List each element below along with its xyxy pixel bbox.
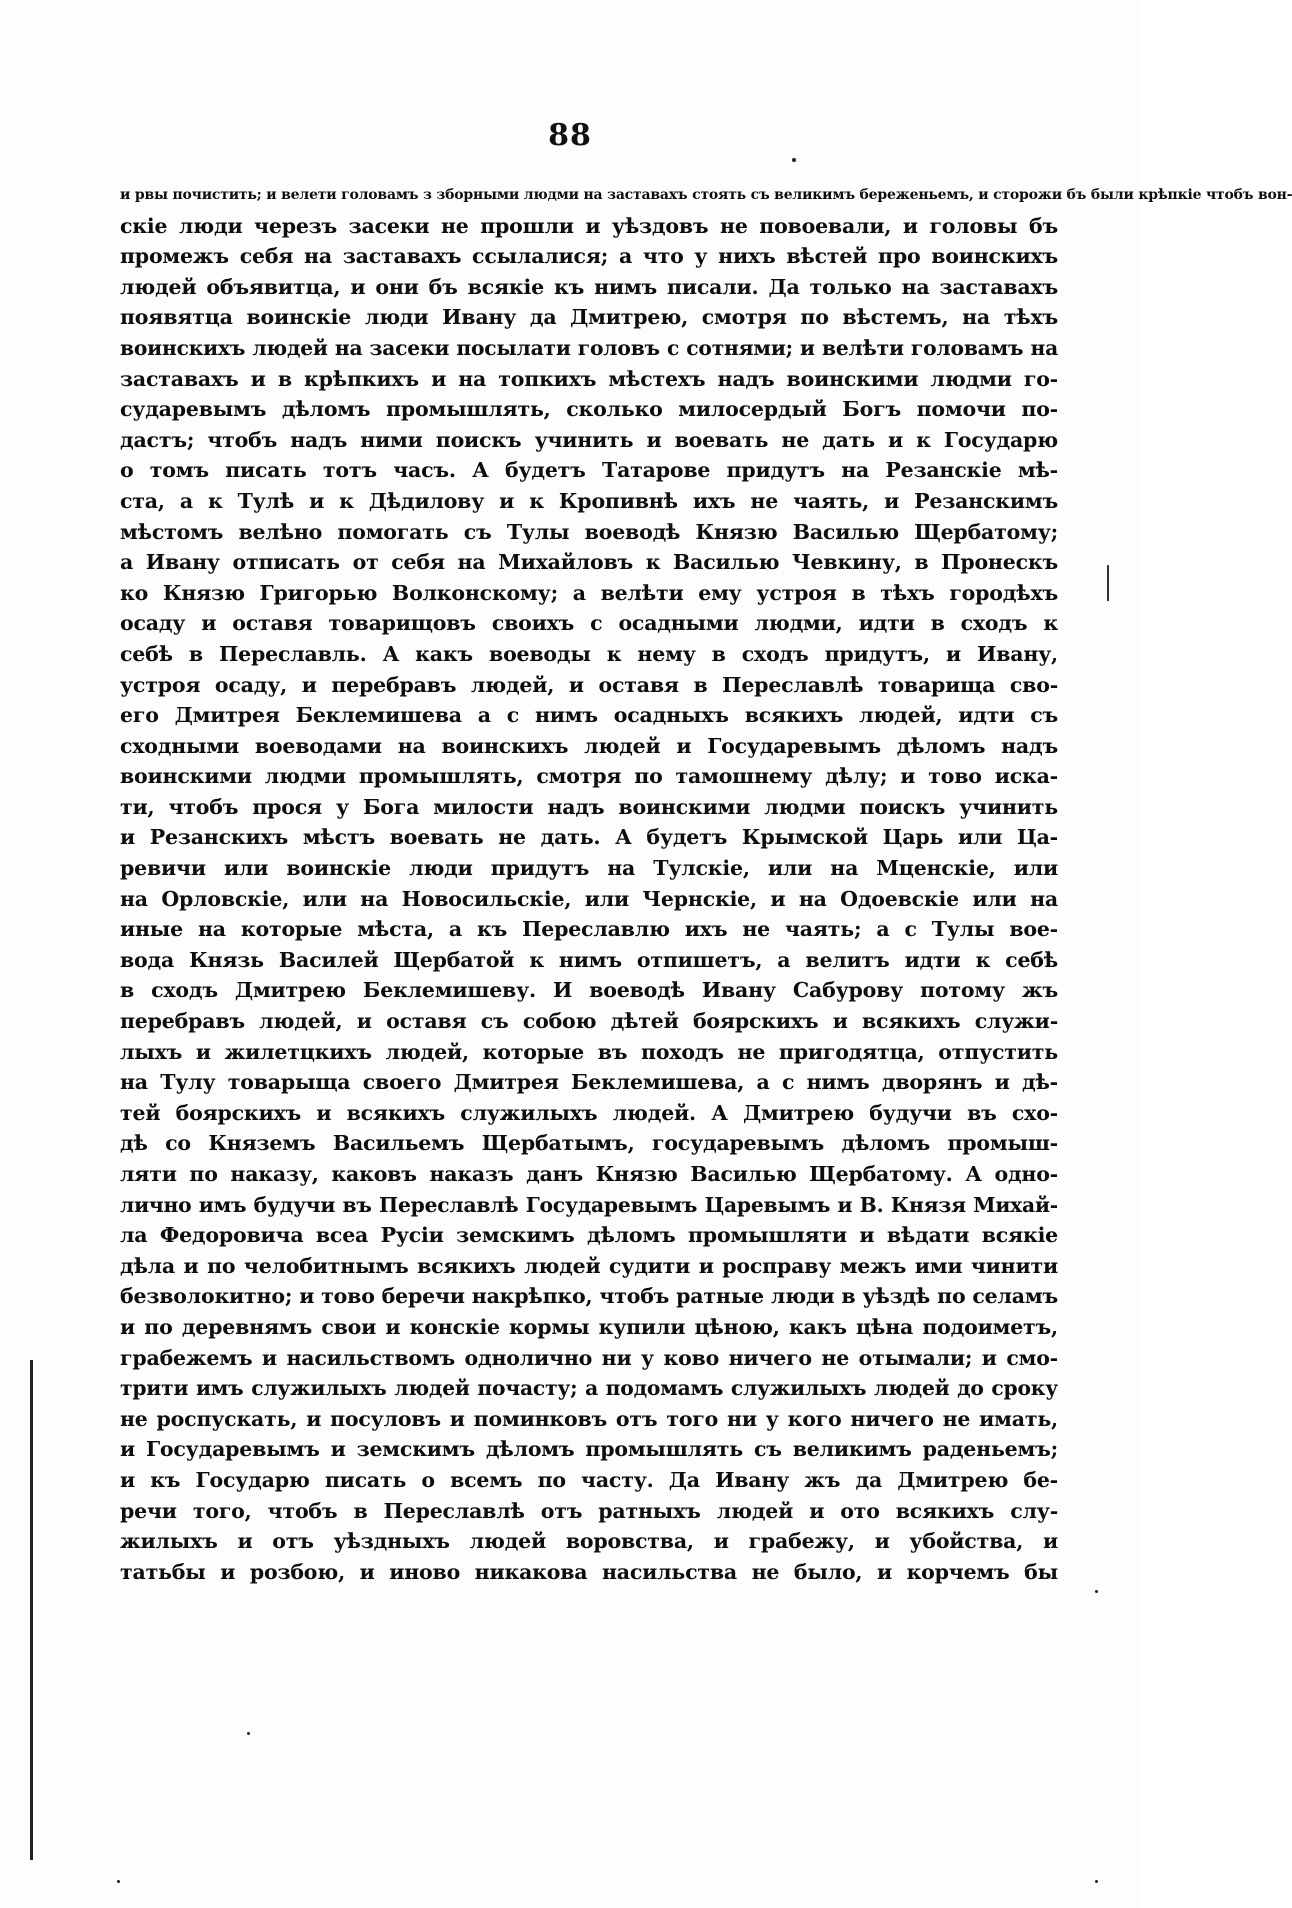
text-line: ти, чтобъ прося у Бога милости надъ воинскими людми поискъ учинить [120,794,1058,819]
text-line: на Орловскіе, или на Новосильскіе, или Чернскіе, и на Одоевскіе или на [120,886,1058,911]
ink-speck [792,158,796,162]
text-line: дастъ; чтобъ надъ ними поискъ учинить и воевать не дать и к Государю [120,427,1058,452]
text-line: себѣ в Переславль. А какъ воеводы к нему в сходъ придутъ, и Ивану, [120,641,1058,666]
text-line: сходными воеводами на воинскихъ людей и Государевымъ дѣломъ надъ [120,733,1058,758]
text-line: и рвы почистить; и велети головамъ з зборными людми на заставахъ стоять съ великимъ береженьемъ, и сторожи бъ были крѣпкіе чтобъ вон- [120,187,1292,203]
text-line: мѣстомъ велѣно помогать съ Тулы воеводѣ Князю Василью Щербатому; [120,519,1058,544]
text-line: лично имъ будучи въ Переславлѣ Государевымъ Царевымъ и В. Князя Михай- [120,1192,1058,1217]
text-line: иные на которые мѣста, а къ Переславлю ихъ не чаять; а с Тулы вое- [120,917,1058,942]
text-line: устроя осаду, и перебравъ людей, и оставя в Переславлѣ товарища сво- [120,672,1058,697]
page-number: 88 [548,118,592,153]
text-line: трити имъ служилыхъ людей почасту; а подомамъ служилыхъ людей до сроку [120,1376,1058,1401]
ink-speck [1095,1590,1098,1593]
ink-speck [117,1880,120,1883]
ink-speck [247,1732,250,1735]
text-line: и къ Государю писать о всемъ по часту. Да Ивану жъ да Дмитрею бе- [120,1467,1058,1492]
text-line: грабежемъ и насильствомъ однолично ни у ково ничего не отымали; и смо- [120,1345,1058,1370]
text-line: скіе люди черезъ засеки не прошли и уѣздовъ не повоевали, и головы бъ [120,213,1058,238]
text-line: татьбы и розбою, и иново никакова насильства не было, и корчемъ бы [120,1559,1058,1584]
text-line: сударевымъ дѣломъ промышлять, сколько милосердый Богъ помочи по- [120,397,1058,422]
ink-speck [1095,1880,1098,1883]
text-line: появятца воинскіе люди Ивану да Дмитрею, смотря по вѣстемъ, на тѣхъ [120,305,1058,330]
text-line: не роспускать, и посуловъ и поминковъ отъ того ни у кого ничего не имать, [120,1406,1058,1431]
text-line: о томъ писать тотъ часъ. А будетъ Татарове придутъ на Резанскіе мѣ- [120,458,1058,483]
text-line: дѣ со Княземъ Васильемъ Щербатымъ, государевымъ дѣломъ промыш- [120,1131,1058,1156]
text-line: ко Князю Григорью Волконскому; а велѣти ему устроя в тѣхъ городѣхъ [120,580,1058,605]
text-line: его Дмитрея Беклемишева а с нимъ осадныхъ всякихъ людей, идти съ [120,703,1058,728]
text-line: ста, а к Тулѣ и к Дѣдилову и к Кропивнѣ ихъ не чаять, и Резанскимъ [120,488,1058,513]
text-line: жилыхъ и отъ уѣздныхъ людей воровства, и грабежу, и убойства, и [120,1529,1058,1554]
text-line: и по деревнямъ свои и конскіе кормы купили цѣною, какъ цѣна подоиметъ, [120,1314,1058,1339]
text-line: ляти по наказу, каковъ наказъ данъ Князю Василью Щербатому. А одно- [120,1162,1058,1186]
text-line: и Государевымъ и земскимъ дѣломъ промышлять съ великимъ раденьемъ; [120,1437,1058,1462]
text-line: осаду и оставя товарищовъ своихъ с осадными людми, идти в сходъ к [120,611,1058,636]
text-line: ревичи или воинскіе люди придутъ на Тулскіе, или на Мценскіе, или [120,856,1058,881]
body-text [120,180,1292,1587]
text-line: дѣла и по челобитнымъ всякихъ людей судити и росправу межъ ими чинити [120,1253,1058,1278]
text-line: перебравъ людей, и оставя съ собою дѣтей боярскихъ и всякихъ служи- [120,1009,1058,1034]
text-line: в сходъ Дмитрею Беклемишеву. И воеводѣ Ивану Сабурову потому жъ [120,978,1058,1003]
text-line: воинскими людми промышлять, смотря по тамошнему дѣлу; и тово иска- [120,764,1058,789]
text-line: речи того, чтобъ в Переславлѣ отъ ратныхъ людей и ото всякихъ слу- [120,1498,1058,1523]
text-line: воинскихъ людей на засеки посылати головъ с сотнями; и велѣти головамъ на [120,335,1058,360]
text-line: тей боярскихъ и всякихъ служилыхъ людей. А Дмитрею будучи въ схо- [120,1100,1058,1125]
text-line: на Тулу товарыща своего Дмитрея Беклемишева, а с нимъ дворянъ и дѣ- [120,1070,1058,1095]
binding-edge-mark [30,1360,33,1860]
text-line: и Резанскихъ мѣстъ воевать не дать. А будетъ Крымской Царь или Ца- [120,825,1058,850]
text-line: промежъ себя на заставахъ ссылалися; а что у нихъ вѣстей про воинскихъ [120,244,1058,269]
text-line: лыхъ и жилетцкихъ людей, которые въ походъ не пригодятца, отпустить [120,1039,1058,1064]
text-line: безволокитно; и тово беречи накрѣпко, чтобъ ратные люди в уѣздѣ по селамъ [120,1284,1058,1309]
text-line: заставахъ и в крѣпкихъ и на топкихъ мѣстехъ надъ воинскими людми го- [120,366,1058,391]
margin-mark [1107,565,1109,601]
text-line: вода Князь Василей Щербатой к нимъ отпишетъ, а велитъ идти к себѣ [120,947,1058,972]
text-line: ла Федоровича всеа Русіи земскимъ дѣломъ промышляти и вѣдати всякіе [120,1223,1058,1248]
text-line: а Ивану отписать от себя на Михайловъ к Василью Чевкину, в Пронескъ [120,550,1058,575]
text-line: людей объявитца, и они бъ всякіе къ нимъ писали. Да только на заставахъ [120,274,1058,299]
